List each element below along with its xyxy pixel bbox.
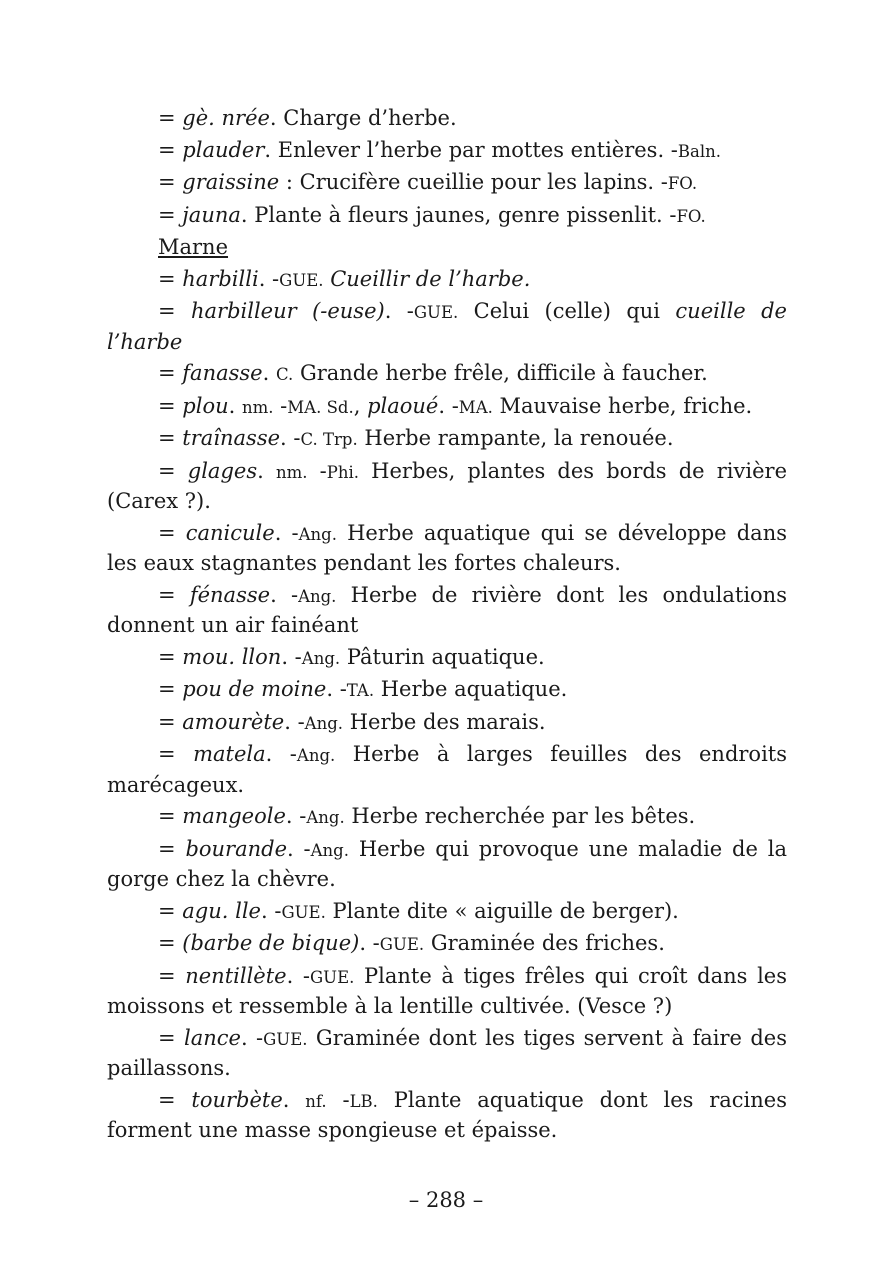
headword: gè. nrée (182, 106, 270, 130)
headword: glages (187, 458, 258, 483)
headword: jauna (182, 202, 241, 227)
source-abbr: GUE. (379, 935, 425, 954)
source-abbr: Ang. (306, 808, 345, 827)
source-abbr: GUE. (413, 303, 459, 322)
source-abbr: MA. (458, 397, 493, 417)
headword: graissine (182, 170, 280, 194)
source-abbr: GUE. (309, 967, 355, 987)
source-abbr: Ang. (301, 648, 341, 668)
entry-fanasse: = fanasse. C. Grande herbe frêle, difficile à faucher. (158, 361, 708, 385)
entry-harbilleur: = harbilleur (-euse). -GUE. Celui (celle) qui cueille de l’harbe (107, 299, 787, 354)
headword: mangeole (182, 804, 286, 828)
source-abbr: GUE. (279, 270, 324, 290)
headword: traînasse (182, 426, 281, 450)
entry-pou-de-moine: = pou de moine. -TA. Herbe aquatique. (158, 677, 568, 701)
entry-mangeole: = mangeole. -Ang. Herbe recherchée par les bêtes. (158, 804, 696, 828)
grammar-abbr: nf. (305, 1091, 327, 1111)
source-abbr: C. (275, 365, 294, 384)
source-abbr: Ang. (296, 746, 336, 765)
source-abbr: Ang. (298, 524, 337, 544)
dictionary-page (107, 104, 787, 1148)
headword: matela (193, 742, 266, 766)
headword: harbilleur (-euse) (191, 299, 385, 323)
entry-harbilli: = harbilli. -GUE. Cueillir de l’harbe. (158, 266, 531, 291)
entry-amourete: = amourète. -Ang. Herbe des marais. (158, 709, 546, 734)
headword: lance (184, 1025, 241, 1050)
source-abbr: Ang. (310, 840, 349, 860)
headword: nentillète (185, 963, 287, 988)
source-abbr: LB. (349, 1091, 378, 1111)
headword: plauder (182, 137, 265, 162)
source-abbr: FO. (667, 174, 698, 193)
source-abbr: Ang. (298, 586, 337, 606)
source-abbr: TA. (346, 681, 375, 700)
headword: agu. lle (182, 898, 261, 923)
source-abbr: GUE. (263, 1029, 308, 1049)
grammar-abbr: nm. (241, 397, 274, 417)
source-abbr: Phi. (326, 462, 359, 482)
entry-plauder: = plauder. Enlever l’herbe par mottes entières. -Baln. (158, 137, 722, 162)
entry-bourande: = bourande. -Ang. Herbe qui provoque une maladie de la gorge chez la chèvre. (107, 836, 787, 891)
entry-nentillete: = nentillète. -GUE. Plante à tiges frêles qui croît dans les moissons et ressemble à la lentille cultivée. (Vesce ?) (107, 963, 787, 1018)
page-number: – 288 – (408, 1188, 484, 1212)
entry-glages: = glages. nm. -Phi. Herbes, plantes des bords de rivière (Carex ?). (107, 458, 787, 513)
entry-jauna: = jauna. Plante à fleurs jaunes, genre pissenlit. -FO. (158, 202, 706, 227)
entry-lance: = lance. -GUE. Graminée dont les tiges servent à faire des paillassons. (107, 1025, 787, 1080)
headword: tourbète (191, 1087, 283, 1112)
entry-ge-nree: = gè. nrée. Charge d’herbe. (158, 106, 457, 130)
entry-fenasse: = fénasse. -Ang. Herbe de rivière dont les ondulations donnent un air fainéant (107, 582, 787, 637)
definition-italic: cueille de l’harbe (107, 299, 787, 354)
entry-tourbete: = tourbète. nf. -LB. Plante aquatique dont les racines forment une masse spongieuse et épaisse. (107, 1087, 787, 1142)
source-abbr: Baln. (677, 141, 722, 161)
headword: fanasse (182, 361, 263, 385)
entry-moullon: = mou. llon. -Ang. Pâturin aquatique. (158, 644, 545, 669)
entry-graissine: = graissine : Crucifère cueillie pour les lapins. -FO. (158, 170, 698, 194)
source-abbr: GUE. (281, 902, 326, 922)
headword-variant: plaoué (367, 393, 439, 418)
definition-italic: Cueillir de l’harbe. (323, 266, 531, 291)
entry-agulle: = agu. lle. -GUE. Plante dite « aiguille de berger). (158, 898, 679, 923)
headword: fénasse (189, 582, 271, 607)
source-abbr: C. Trp. (300, 430, 358, 449)
source-abbr: MA. Sd. (287, 397, 354, 417)
headword: (barbe de bique) (182, 931, 360, 955)
source-abbr: Ang. (304, 713, 344, 733)
source-abbr: FO. (676, 206, 706, 226)
entry-barbe-de-bique: = (barbe de bique). -GUE. Graminée des friches. (158, 931, 665, 955)
entry-matela: = matela. -Ang. Herbe à larges feuilles des endroits marécageux. (107, 742, 787, 797)
grammar-abbr: nm. (275, 462, 308, 482)
headword: harbilli (182, 266, 259, 291)
headword: amourète (182, 709, 285, 734)
entry-plou: = plou. nm. -MA. Sd., plaoué. -MA. Mauvaise herbe, friche. (158, 393, 753, 418)
headword: plou (182, 393, 229, 418)
headword: pou de moine (182, 677, 327, 701)
headword: mou. llon (182, 644, 282, 669)
entry-trainasse: = traînasse. -C. Trp. Herbe rampante, la renouée. (158, 426, 674, 450)
section-heading-marne: Marne (158, 235, 229, 259)
headword: bourande (185, 836, 288, 861)
headword: canicule (185, 520, 275, 545)
entry-canicule: = canicule. -Ang. Herbe aquatique qui se développe dans les eaux stagnantes pendant les fortes chaleurs. (107, 520, 787, 575)
